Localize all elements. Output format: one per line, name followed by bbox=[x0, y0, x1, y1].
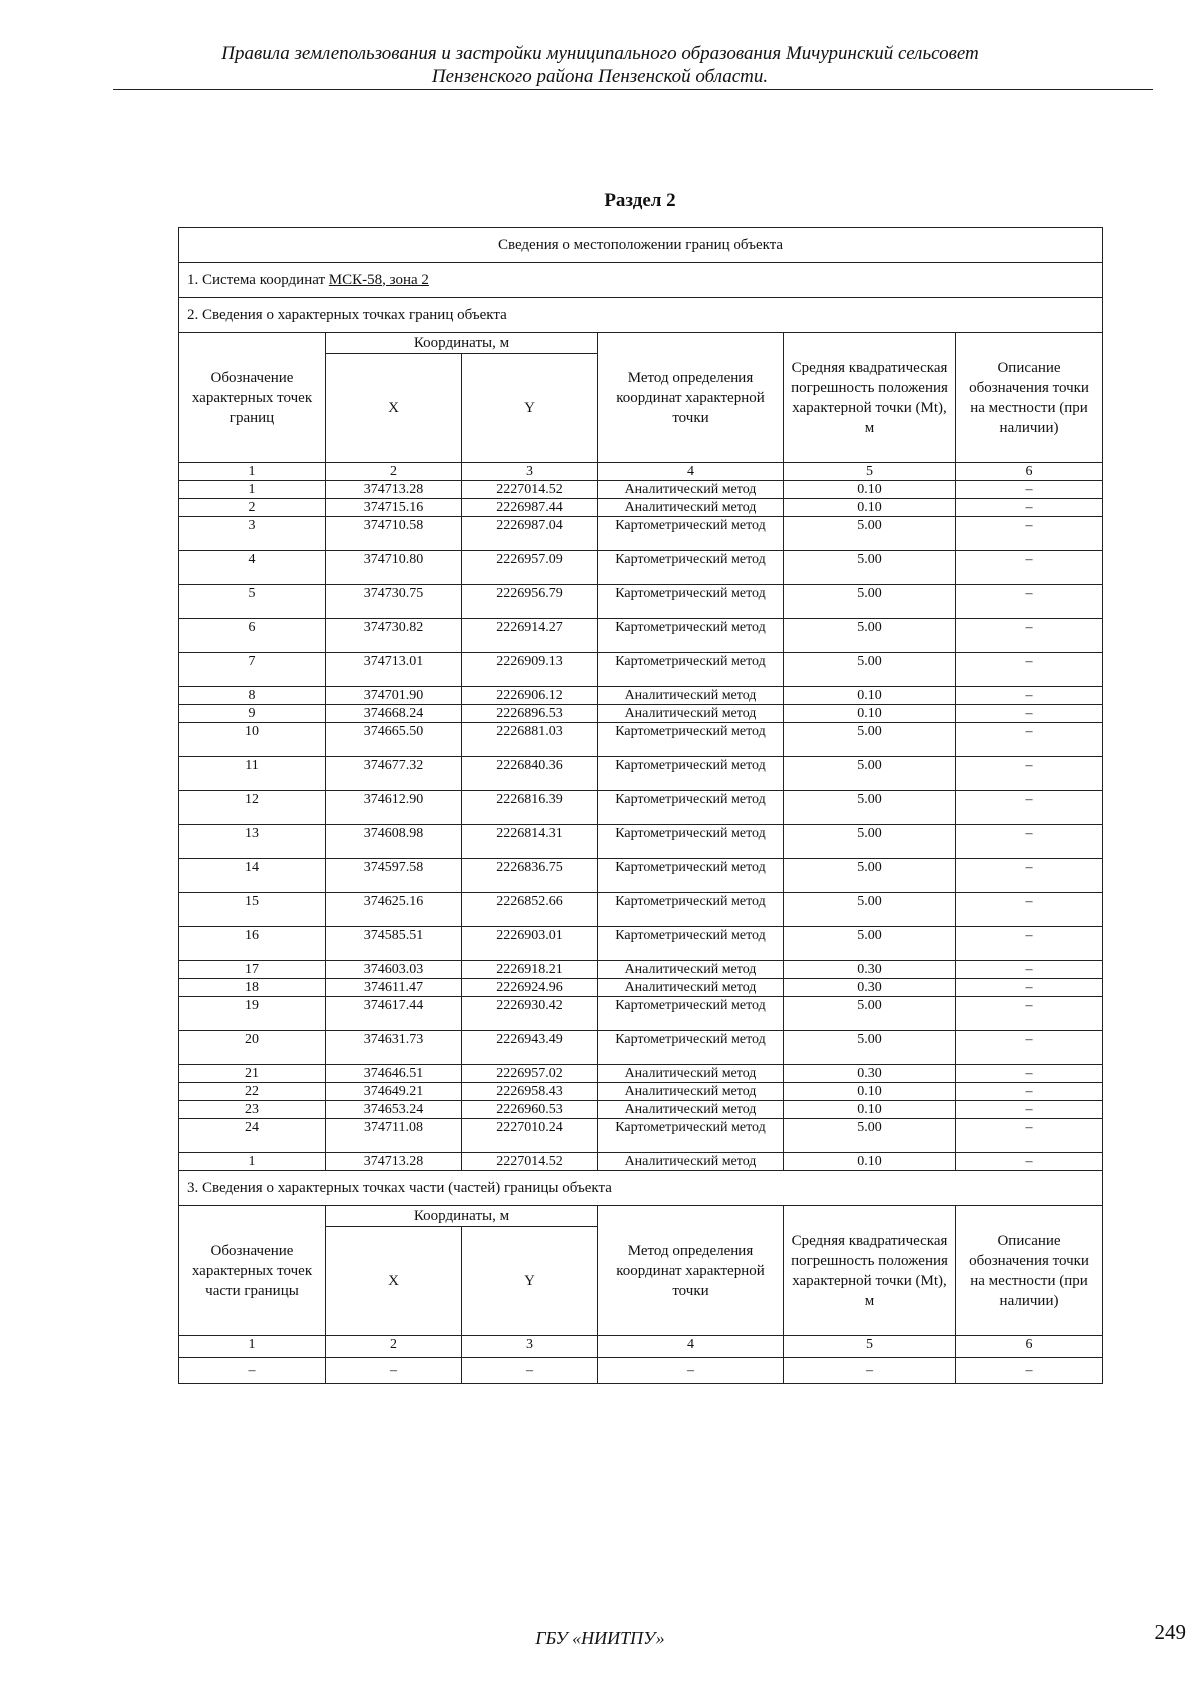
page-header bbox=[0, 42, 1200, 88]
part3-title: 3. Сведения о характерных точках части (частей) границы объекта bbox=[179, 1171, 1103, 1206]
table-cell: 374631.73 bbox=[326, 1031, 462, 1065]
table-cell: 5.00 bbox=[784, 1031, 956, 1065]
table-row bbox=[179, 825, 1103, 859]
table-cell: – bbox=[956, 1119, 1103, 1153]
table-cell: Картометрический метод bbox=[598, 859, 784, 893]
table-row bbox=[179, 927, 1103, 961]
table-cell: – bbox=[956, 619, 1103, 653]
table-cell: 5.00 bbox=[784, 927, 956, 961]
table-cell: 5.00 bbox=[784, 1119, 956, 1153]
table-cell: – bbox=[326, 1358, 462, 1384]
table-cell: 374649.21 bbox=[326, 1083, 462, 1101]
table-cell: Аналитический метод bbox=[598, 705, 784, 723]
table-cell: 6 bbox=[179, 619, 326, 653]
table-cell: 21 bbox=[179, 1065, 326, 1083]
table-cell: 2227010.24 bbox=[462, 1119, 598, 1153]
table-cell: 374710.58 bbox=[326, 517, 462, 551]
header-y: Y bbox=[462, 354, 598, 463]
table-cell: – bbox=[956, 1153, 1103, 1171]
table-cell: 374665.50 bbox=[326, 723, 462, 757]
part3-header-point: Обозначение характерных точек части границы bbox=[179, 1206, 326, 1336]
table-row bbox=[179, 619, 1103, 653]
table-cell: 374608.98 bbox=[326, 825, 462, 859]
table-cell: 2227014.52 bbox=[462, 1153, 598, 1171]
table-title: Сведения о местоположении границ объекта bbox=[179, 228, 1103, 263]
col-number: 3 bbox=[462, 1336, 598, 1358]
table-cell: – bbox=[956, 757, 1103, 791]
table-cell: 5.00 bbox=[784, 825, 956, 859]
table-cell: 5.00 bbox=[784, 619, 956, 653]
table-cell: 20 bbox=[179, 1031, 326, 1065]
table-cell: Картометрический метод bbox=[598, 517, 784, 551]
table-cell: 0.10 bbox=[784, 687, 956, 705]
col-number: 5 bbox=[784, 1336, 956, 1358]
table-cell: Аналитический метод bbox=[598, 1101, 784, 1119]
table-cell: 0.10 bbox=[784, 705, 956, 723]
table-cell: 5.00 bbox=[784, 551, 956, 585]
table-cell: 18 bbox=[179, 979, 326, 997]
table-row bbox=[179, 1065, 1103, 1083]
table-cell: Картометрический метод bbox=[598, 551, 784, 585]
table-cell: – bbox=[956, 481, 1103, 499]
table-cell: 5 bbox=[179, 585, 326, 619]
table-cell: – bbox=[784, 1358, 956, 1384]
table-cell: 5.00 bbox=[784, 997, 956, 1031]
table-cell: Аналитический метод bbox=[598, 1153, 784, 1171]
table-row bbox=[179, 1101, 1103, 1119]
table-row bbox=[179, 1153, 1103, 1171]
table-cell: Картометрический метод bbox=[598, 585, 784, 619]
table-cell: 2226987.44 bbox=[462, 499, 598, 517]
table-cell: Картометрический метод bbox=[598, 791, 784, 825]
col-number: 1 bbox=[179, 463, 326, 481]
table-cell: – bbox=[598, 1358, 784, 1384]
table-cell: – bbox=[956, 859, 1103, 893]
table-cell: 4 bbox=[179, 551, 326, 585]
table-cell: – bbox=[956, 1031, 1103, 1065]
col-number: 5 bbox=[784, 463, 956, 481]
table-cell: 2226957.09 bbox=[462, 551, 598, 585]
part3-header-x: X bbox=[326, 1227, 462, 1336]
table-cell: Картометрический метод bbox=[598, 927, 784, 961]
col-number: 2 bbox=[326, 463, 462, 481]
table-cell: 1 bbox=[179, 1153, 326, 1171]
table-cell: Картометрический метод bbox=[598, 825, 784, 859]
part3-header-method: Метод определения координат характерной точки bbox=[598, 1206, 784, 1336]
table-cell: 2226836.75 bbox=[462, 859, 598, 893]
table-cell: 374713.28 bbox=[326, 481, 462, 499]
table-cell: 2226914.27 bbox=[462, 619, 598, 653]
table-cell: – bbox=[956, 825, 1103, 859]
table-cell: 2226906.12 bbox=[462, 687, 598, 705]
part3-header-y: Y bbox=[462, 1227, 598, 1336]
table-cell: – bbox=[956, 791, 1103, 825]
table-cell: 374603.03 bbox=[326, 961, 462, 979]
table-cell: 374612.90 bbox=[326, 791, 462, 825]
table-cell: 2226943.49 bbox=[462, 1031, 598, 1065]
table-cell: – bbox=[956, 499, 1103, 517]
header-coords: Координаты, м bbox=[326, 333, 598, 354]
col-number: 6 bbox=[956, 1336, 1103, 1358]
table-cell: 15 bbox=[179, 893, 326, 927]
table-cell: 0.30 bbox=[784, 979, 956, 997]
table-cell: 8 bbox=[179, 687, 326, 705]
table-row bbox=[179, 517, 1103, 551]
table-cell: 3 bbox=[179, 517, 326, 551]
table-cell: Аналитический метод bbox=[598, 1083, 784, 1101]
table-cell: 374668.24 bbox=[326, 705, 462, 723]
table-cell: Картометрический метод bbox=[598, 1119, 784, 1153]
table-cell: – bbox=[956, 997, 1103, 1031]
table-cell: 0.10 bbox=[784, 481, 956, 499]
header-point: Обозначение характерных точек границ bbox=[179, 333, 326, 463]
header-line-1: Правила землепользования и застройки муниципального образования Мичуринский сельсовет bbox=[221, 43, 979, 64]
col-number: 6 bbox=[956, 463, 1103, 481]
table-cell: 5.00 bbox=[784, 859, 956, 893]
table-cell: 0.30 bbox=[784, 1065, 956, 1083]
table-row bbox=[179, 551, 1103, 585]
table-cell: 14 bbox=[179, 859, 326, 893]
table-cell: – bbox=[179, 1358, 326, 1384]
header-rule bbox=[113, 89, 1153, 90]
part2-title: 2. Сведения о характерных точках границ объекта bbox=[179, 298, 1103, 333]
table-cell: 374646.51 bbox=[326, 1065, 462, 1083]
coord-system-value: МСК-58, зона 2 bbox=[328, 271, 429, 288]
table-cell: 2226924.96 bbox=[462, 979, 598, 997]
header-line-2: Пензенского района Пензенской области. bbox=[431, 66, 769, 87]
table-cell: 2226852.66 bbox=[462, 893, 598, 927]
table-cell: 24 bbox=[179, 1119, 326, 1153]
table-cell: 22 bbox=[179, 1083, 326, 1101]
table-cell: 5.00 bbox=[784, 791, 956, 825]
header-error: Средняя квадратическая погрешность положения характерной точки (Mt), м bbox=[784, 333, 956, 463]
table-cell: – bbox=[956, 585, 1103, 619]
table-row bbox=[179, 893, 1103, 927]
table-cell: – bbox=[956, 687, 1103, 705]
table-cell: 2226840.36 bbox=[462, 757, 598, 791]
table-cell: – bbox=[956, 653, 1103, 687]
table-cell: 1 bbox=[179, 481, 326, 499]
table-cell: 11 bbox=[179, 757, 326, 791]
table-cell: Картометрический метод bbox=[598, 619, 784, 653]
part3-header-coords: Координаты, м bbox=[326, 1206, 598, 1227]
table-cell: 2226881.03 bbox=[462, 723, 598, 757]
table-cell: – bbox=[956, 1358, 1103, 1384]
table-cell: 374713.28 bbox=[326, 1153, 462, 1171]
table-cell: – bbox=[956, 517, 1103, 551]
page-number: 249 bbox=[1154, 1620, 1186, 1644]
table-cell: Аналитический метод bbox=[598, 481, 784, 499]
table-cell: – bbox=[462, 1358, 598, 1384]
table-row bbox=[179, 481, 1103, 499]
table-cell: 374653.24 bbox=[326, 1101, 462, 1119]
table-cell: 13 bbox=[179, 825, 326, 859]
table-cell: 374710.80 bbox=[326, 551, 462, 585]
table-cell: Аналитический метод bbox=[598, 979, 784, 997]
table-row bbox=[179, 1119, 1103, 1153]
table-cell: 2227014.52 bbox=[462, 481, 598, 499]
part3-header-error: Средняя квадратическая погрешность положения характерной точки (Mt), м bbox=[784, 1206, 956, 1336]
table-cell: 0.10 bbox=[784, 499, 956, 517]
table-row bbox=[179, 1358, 1103, 1384]
table-cell: 0.10 bbox=[784, 1101, 956, 1119]
col-number: 4 bbox=[598, 463, 784, 481]
table-cell: 0.10 bbox=[784, 1153, 956, 1171]
header-x: X bbox=[326, 354, 462, 463]
table-cell: 374625.16 bbox=[326, 893, 462, 927]
table-cell: 16 bbox=[179, 927, 326, 961]
table-row bbox=[179, 1083, 1103, 1101]
table-cell: 5.00 bbox=[784, 757, 956, 791]
table-cell: – bbox=[956, 723, 1103, 757]
table-row bbox=[179, 585, 1103, 619]
table-cell: 17 bbox=[179, 961, 326, 979]
table-row bbox=[179, 499, 1103, 517]
table-cell: 374730.75 bbox=[326, 585, 462, 619]
table-cell: 2226909.13 bbox=[462, 653, 598, 687]
table-cell: – bbox=[956, 1083, 1103, 1101]
table-cell: Аналитический метод bbox=[598, 499, 784, 517]
boundary-table bbox=[178, 227, 1103, 1384]
table-cell: – bbox=[956, 893, 1103, 927]
table-cell: 19 bbox=[179, 997, 326, 1031]
footer-org: ГБУ «НИИТПУ» bbox=[535, 1628, 665, 1648]
table-row bbox=[179, 859, 1103, 893]
table-cell: 2226987.04 bbox=[462, 517, 598, 551]
table-cell: 5.00 bbox=[784, 517, 956, 551]
table-row bbox=[179, 687, 1103, 705]
table-cell: Картометрический метод bbox=[598, 653, 784, 687]
table-cell: 2226903.01 bbox=[462, 927, 598, 961]
header-desc: Описание обозначения точки на местности (при наличии) bbox=[956, 333, 1103, 463]
col-number: 4 bbox=[598, 1336, 784, 1358]
table-cell: 5.00 bbox=[784, 585, 956, 619]
table-row bbox=[179, 757, 1103, 791]
table-cell: – bbox=[956, 705, 1103, 723]
table-cell: 9 bbox=[179, 705, 326, 723]
table-row bbox=[179, 1031, 1103, 1065]
table-cell: 10 bbox=[179, 723, 326, 757]
table-cell: 2226930.42 bbox=[462, 997, 598, 1031]
table-row bbox=[179, 705, 1103, 723]
table-cell: – bbox=[956, 551, 1103, 585]
table-cell: 374715.16 bbox=[326, 499, 462, 517]
table-row bbox=[179, 791, 1103, 825]
table-cell: 5.00 bbox=[784, 653, 956, 687]
coord-system-label: 1. Система координат bbox=[187, 271, 329, 288]
table-cell: 2226896.53 bbox=[462, 705, 598, 723]
table-cell: Картометрический метод bbox=[598, 1031, 784, 1065]
table-cell: Картометрический метод bbox=[598, 757, 784, 791]
table-cell: 374730.82 bbox=[326, 619, 462, 653]
table-cell: 374677.32 bbox=[326, 757, 462, 791]
table-cell: – bbox=[956, 1065, 1103, 1083]
table-cell: 2226814.31 bbox=[462, 825, 598, 859]
table-cell: 5.00 bbox=[784, 723, 956, 757]
table-cell: 374711.08 bbox=[326, 1119, 462, 1153]
table-cell: 2226957.02 bbox=[462, 1065, 598, 1083]
table-cell: 374585.51 bbox=[326, 927, 462, 961]
table-cell: 2226918.21 bbox=[462, 961, 598, 979]
table-cell: 374617.44 bbox=[326, 997, 462, 1031]
table-cell: 5.00 bbox=[784, 893, 956, 927]
table-cell: 23 bbox=[179, 1101, 326, 1119]
table-row bbox=[179, 979, 1103, 997]
table-cell: 374701.90 bbox=[326, 687, 462, 705]
table-cell: Картометрический метод bbox=[598, 893, 784, 927]
coord-system-row bbox=[179, 263, 1103, 298]
table-row bbox=[179, 961, 1103, 979]
table-cell: – bbox=[956, 979, 1103, 997]
table-cell: Аналитический метод bbox=[598, 687, 784, 705]
header-method: Метод определения координат характерной точки bbox=[598, 333, 784, 463]
table-row bbox=[179, 723, 1103, 757]
table-row bbox=[179, 653, 1103, 687]
table-cell: 0.10 bbox=[784, 1083, 956, 1101]
table-cell: 2226956.79 bbox=[462, 585, 598, 619]
table-cell: 2226960.53 bbox=[462, 1101, 598, 1119]
section-title: Раздел 2 bbox=[604, 190, 676, 211]
table-cell: Аналитический метод bbox=[598, 1065, 784, 1083]
table-cell: Картометрический метод bbox=[598, 723, 784, 757]
table-cell: – bbox=[956, 927, 1103, 961]
table-cell: Картометрический метод bbox=[598, 997, 784, 1031]
table-cell: – bbox=[956, 1101, 1103, 1119]
table-cell: 374597.58 bbox=[326, 859, 462, 893]
table-cell: 2226816.39 bbox=[462, 791, 598, 825]
table-cell: 374611.47 bbox=[326, 979, 462, 997]
col-number: 1 bbox=[179, 1336, 326, 1358]
table-cell: 7 bbox=[179, 653, 326, 687]
table-cell: 12 bbox=[179, 791, 326, 825]
table-row bbox=[179, 997, 1103, 1031]
table-cell: 2 bbox=[179, 499, 326, 517]
table-cell: Аналитический метод bbox=[598, 961, 784, 979]
table-cell: 374713.01 bbox=[326, 653, 462, 687]
part3-header-desc: Описание обозначения точки на местности (при наличии) bbox=[956, 1206, 1103, 1336]
table-cell: 0.30 bbox=[784, 961, 956, 979]
col-number: 3 bbox=[462, 463, 598, 481]
table-cell: 2226958.43 bbox=[462, 1083, 598, 1101]
col-number: 2 bbox=[326, 1336, 462, 1358]
table-cell: – bbox=[956, 961, 1103, 979]
